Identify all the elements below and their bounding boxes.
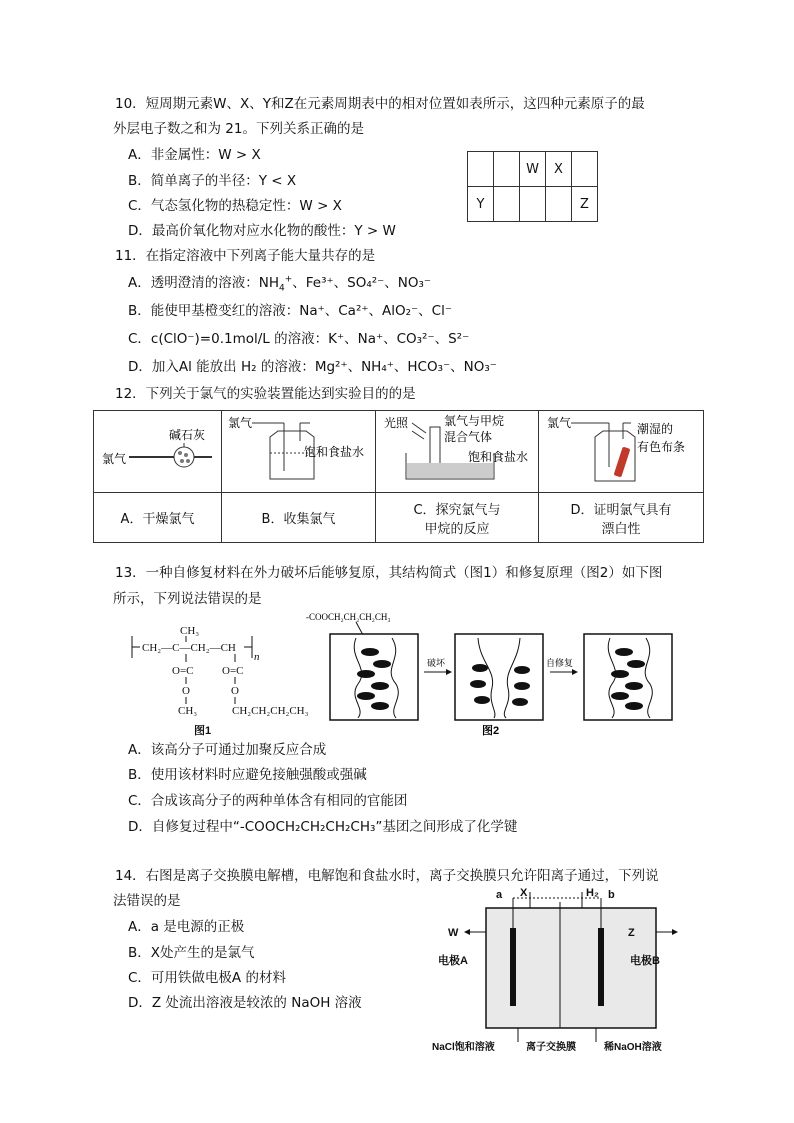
q10-option-b: B．简单离子的半径：Y < X: [128, 173, 297, 189]
q13-stem-line2: 所示，下列说法错误的是: [113, 591, 262, 607]
q14-option-a: A．a 是电源的正极: [128, 919, 245, 935]
q13-option-c: C．合成该高分子的两种单体含有相同的官能团: [128, 793, 408, 809]
q11-stem: 11．在指定溶液中下列离子能大量共存的是: [115, 248, 376, 264]
label-b: b: [608, 889, 615, 901]
carbonyl-left: O=C: [172, 665, 194, 677]
cell: [520, 187, 546, 222]
q13-option-b: B．使用该材料时应避免接触强酸或强碱: [128, 767, 367, 783]
caption-c-line2: 甲烷的反应: [424, 521, 490, 537]
label-chlorine-b: 氯气: [228, 416, 253, 430]
ester-o-left: O: [182, 685, 190, 697]
cell: [468, 152, 494, 187]
arrow-break-label: 破坏: [427, 658, 446, 668]
carbonyl-right: O=C: [222, 665, 244, 677]
label-chlorine-d: 氯气: [547, 416, 572, 430]
gas-bottle-d-diagram: [539, 411, 703, 488]
q11-option-b: B．能使甲基橙变红的溶液：Na⁺、Ca²⁺、AlO₂⁻、Cl⁻: [128, 303, 452, 319]
apparatus-b-caption: B．收集氯气: [222, 493, 376, 543]
label-nacl: NaCl饱和溶液: [432, 1042, 495, 1052]
q11-option-a: A．透明澄清的溶液：$NH_4^+$、Fe³⁺、SO₄²⁻、NO₃⁻: [128, 274, 432, 294]
q10-stem-line1: 10．短周期元素W、X、Y和Z在元素周期表中的相对位置如表所示，这四种元素原子的最: [115, 96, 645, 112]
label-gas2: 混合气体: [444, 430, 493, 444]
q11-option-c: C．c(ClO⁻)=0.1mol/L 的溶液：K⁺、Na⁺、CO₃²⁻、S²⁻: [128, 331, 470, 347]
drying-tube-diagram: [94, 411, 221, 488]
q14-option-d: D．Z 处流出溶液是较浓的 NaOH 溶液: [128, 995, 362, 1011]
apparatus-c: [376, 411, 539, 493]
apparatus-a-caption: A．干燥氯气: [94, 493, 222, 543]
ester-o-right: O: [231, 685, 239, 697]
label-gas1: 氯气与甲烷: [444, 414, 505, 428]
q10-option-c: C．气态氢化物的热稳定性：W > X: [128, 198, 342, 214]
apparatus-d: [539, 411, 704, 493]
label-w: W: [448, 927, 459, 939]
cell: [546, 187, 572, 222]
subscript-n: n: [254, 651, 260, 663]
group-label: -COOCH₂CH₂CH₂CH₃: [306, 612, 391, 622]
label-cloth1: 潮湿的: [637, 422, 674, 436]
caption-c-line1: C．探究氯气与: [413, 502, 501, 518]
caption-d-line2: 漂白性: [601, 521, 641, 537]
q11-option-a-pre: A．透明澄清的溶液：NH: [128, 275, 279, 291]
label-electrode-a: 电极A: [438, 955, 468, 967]
label-light: 光照: [384, 416, 409, 430]
q14-stem-line1: 14．右图是离子交换膜电解槽，电解饱和食盐水时，离子交换膜只允许阳离子通过，下列说: [115, 868, 659, 884]
gas-bottle-b-diagram: [222, 411, 375, 488]
methyl-bottom: CH₃: [178, 705, 198, 717]
q14-stem-line2: 法错误的是: [113, 893, 181, 909]
q10-option-d: D．最高价氧化物对应水化物的酸性：Y > W: [128, 223, 396, 239]
cell: [494, 187, 520, 222]
label-brine-b: 饱和食盐水: [304, 445, 365, 459]
label-soda-lime: 碱石灰: [169, 428, 206, 442]
label-membrane: 离子交换膜: [526, 1042, 576, 1052]
fig2-caption: 图2: [482, 725, 500, 737]
label-x: X: [520, 887, 528, 899]
label-electrode-b: 电极B: [630, 955, 660, 967]
apparatus-b: [222, 411, 376, 493]
apparatus-table: [93, 410, 704, 543]
cell: Y: [468, 187, 494, 222]
q14-option-c: C．可用铁做电极A 的材料: [128, 970, 286, 986]
q10-stem-line2: 外层电子数之和为 21。下列关系正确的是: [113, 121, 364, 137]
q11-option-a-rest: 、Fe³⁺、SO₄²⁻、NO₃⁻: [292, 275, 432, 291]
polymer-structure-fig1: [126, 612, 326, 737]
periodic-table-fragment: [467, 151, 598, 222]
apparatus-a: [94, 411, 222, 493]
label-h2: H₂: [586, 887, 599, 899]
cell: [572, 152, 598, 187]
apparatus-d-caption: [539, 493, 704, 543]
q14-option-b: B．X处产生的是氯气: [128, 945, 255, 961]
q11-option-d: D．加入Al 能放出 H₂ 的溶液：Mg²⁺、NH₄⁺、HCO₃⁻、NO₃⁻: [128, 359, 497, 375]
fig1-caption: 图1: [194, 725, 212, 737]
q10-option-a: A．非金属性：W > X: [128, 147, 261, 163]
caption-d-line1: D．证明氯气具有: [570, 502, 672, 518]
cell: [494, 152, 520, 187]
apparatus-c-caption: [376, 493, 539, 543]
q12-stem: 12．下列关于氯气的实验装置能达到实验目的的是: [115, 386, 416, 402]
q13-option-d: D．自修复过程中“-COOCH₂CH₂CH₂CH₃”基团之间形成了化学键: [128, 819, 518, 835]
butyl-chain: CH₂CH₂CH₂CH₃: [232, 705, 309, 717]
cell: Z: [572, 187, 598, 222]
label-cloth2: 有色布条: [637, 440, 686, 454]
cell: W: [520, 152, 546, 187]
methane-trough-diagram: [376, 411, 538, 488]
ch3-top: CH₃: [180, 625, 200, 637]
label-chlorine-a: 氯气: [102, 452, 127, 466]
electrolysis-cell-diagram: [430, 884, 685, 1052]
q13-stem-line1: 13．一种自修复材料在外力破坏后能够复原，其结构简式（图1）和修复原理（图2）如下图: [115, 565, 663, 581]
cell: X: [546, 152, 572, 187]
self-healing-fig2: [300, 608, 700, 740]
arrow-repair-label: 自修复: [546, 658, 574, 668]
q13-option-a: A．该高分子可通过加聚反应合成: [128, 742, 327, 758]
label-brine-c: 饱和食盐水: [468, 450, 529, 464]
main-chain: CH₂—C—CH₂—CH: [142, 642, 236, 654]
label-a: a: [496, 889, 503, 901]
label-z: Z: [628, 927, 635, 939]
label-naoh: 稀NaOH溶液: [604, 1042, 662, 1052]
